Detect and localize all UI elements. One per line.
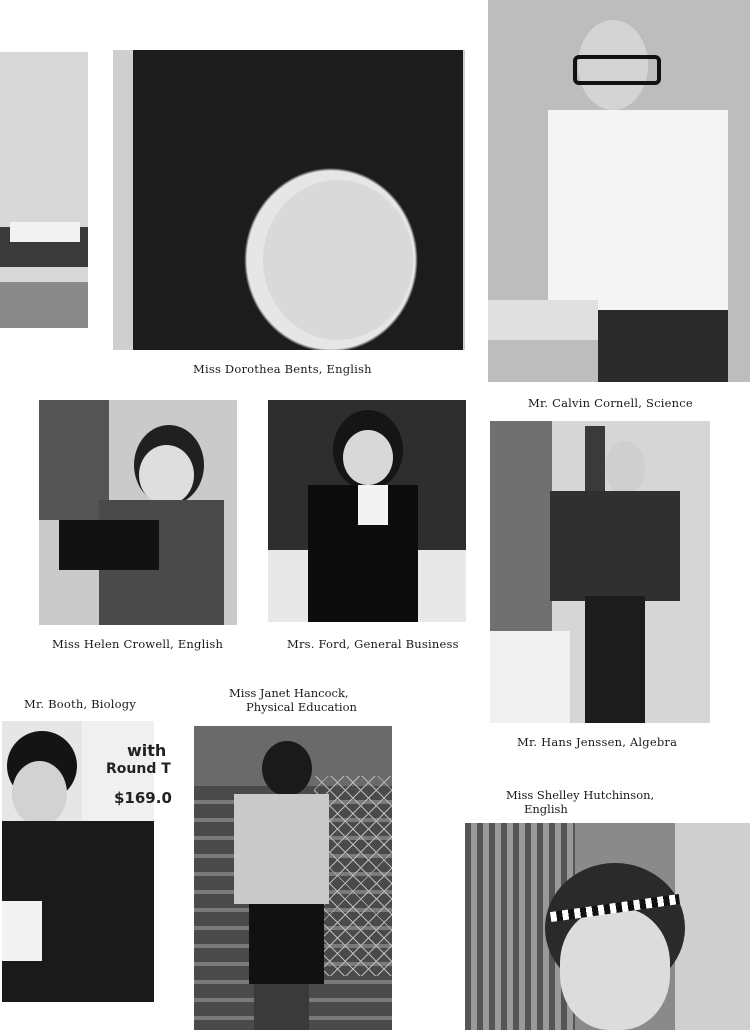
poster-text-round: Round T bbox=[106, 761, 171, 777]
caption-crowell: Miss Helen Crowell, English bbox=[52, 637, 224, 651]
caption-ford: Mrs. Ford, General Business bbox=[287, 637, 459, 651]
caption-hutchinson bbox=[506, 788, 654, 816]
photo-calvin-cornell bbox=[488, 0, 750, 382]
photo-helen-crowell bbox=[39, 400, 237, 625]
photo-hans-jenssen bbox=[490, 421, 710, 723]
caption-hancock-line2: Physical Education bbox=[246, 700, 357, 714]
caption-booth: Mr. Booth, Biology bbox=[24, 697, 137, 711]
photo-dorothea-bents bbox=[113, 50, 465, 350]
poster-text-with: with bbox=[127, 741, 167, 760]
photo-mrs-ford bbox=[268, 400, 466, 622]
poster-text-price: $169.0 bbox=[114, 789, 172, 807]
caption-hancock bbox=[229, 686, 357, 714]
photo-janet-hancock bbox=[194, 726, 392, 1030]
photo-shelley-hutchinson bbox=[465, 823, 750, 1030]
photo-cropped-left bbox=[0, 52, 88, 328]
caption-hutchinson-line2: English bbox=[524, 802, 568, 816]
photo-mr-booth bbox=[2, 721, 172, 1002]
caption-cornell: Mr. Calvin Cornell, Science bbox=[528, 396, 693, 410]
caption-hancock-line1: Miss Janet Hancock, bbox=[229, 686, 349, 700]
caption-jenssen: Mr. Hans Jenssen, Algebra bbox=[517, 735, 678, 749]
caption-hutchinson-line1: Miss Shelley Hutchinson, bbox=[506, 788, 655, 802]
caption-bents: Miss Dorothea Bents, English bbox=[193, 362, 372, 376]
